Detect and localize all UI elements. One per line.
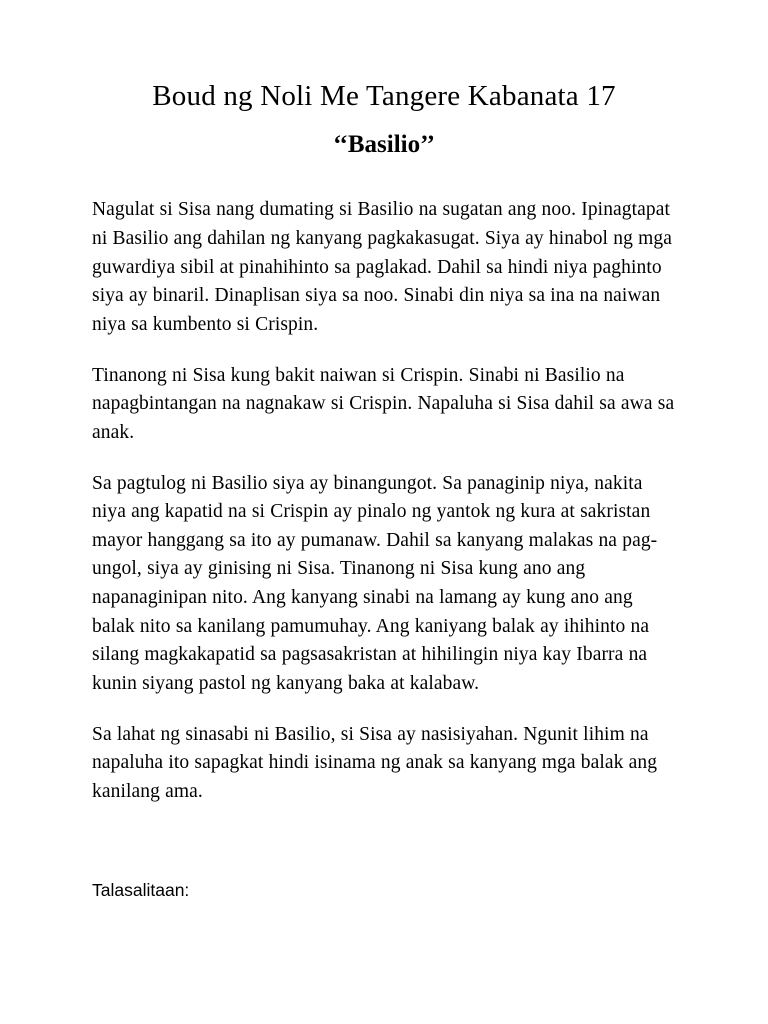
body-paragraph: Nagulat si Sisa nang dumating si Basilio na sugatan ang noo. Ipinagtapat ni Basilio ang dahilan ng kanyang pagkakasugat. Siya ay hinabol ng mga guwardiya sibil at pinahihinto sa paglakad. Dahil sa hindi niya paghinto siya ay binaril. Dinaplisan siya sa noo. Sinabi din niya sa ina na naiwan niya sa kumbento si Crispin. bbox=[92, 199, 672, 335]
body-paragraph: Tinanong ni Sisa kung bakit naiwan si Crispin. Sinabi ni Basilio na napagbintangan na nagnakaw si Crispin. Napaluha si Sisa dahil sa awa sa anak. bbox=[92, 364, 675, 443]
vocabulary-section-label: Talasalitaan: bbox=[92, 880, 190, 900]
body-paragraph: Sa lahat ng sinasabi ni Basilio, si Sisa ay nasisiyahan. Ngunit lihim na napaluha ito sapagkat hindi isinama ng anak sa kanyang mga balak ang kanilang ama. bbox=[92, 723, 658, 803]
page-subtitle: ‘‘Basilio’’ bbox=[333, 131, 435, 159]
page-title: Boud ng Noli Me Tangere Kabanata 17 bbox=[152, 80, 616, 112]
body-paragraph: Sa pagtulog ni Basilio siya ay binangungot. Sa panaginip niya, nakita niya ang kapatid na si Crispin ay pinalo ng yantok ng kura at sakristan mayor hanggang sa ito ay pumanaw. Dahil sa kanyang malakas na pag-ungol, siya ay ginising ni Sisa. Tinanong ni Sisa kung ano ang napanaginipan nito. Ang kanyang sinabi na lamang ay kung ano ang balak nito sa kanilang pamumuhay. Ang kaniyang balak ay ihihinto na silang magkakapatid sa pagsasakristan at hihilingin niya kay Ibarra na kunin siyang pastol ng kanyang baka at kalabaw. bbox=[92, 472, 658, 695]
document-body bbox=[92, 196, 676, 806]
